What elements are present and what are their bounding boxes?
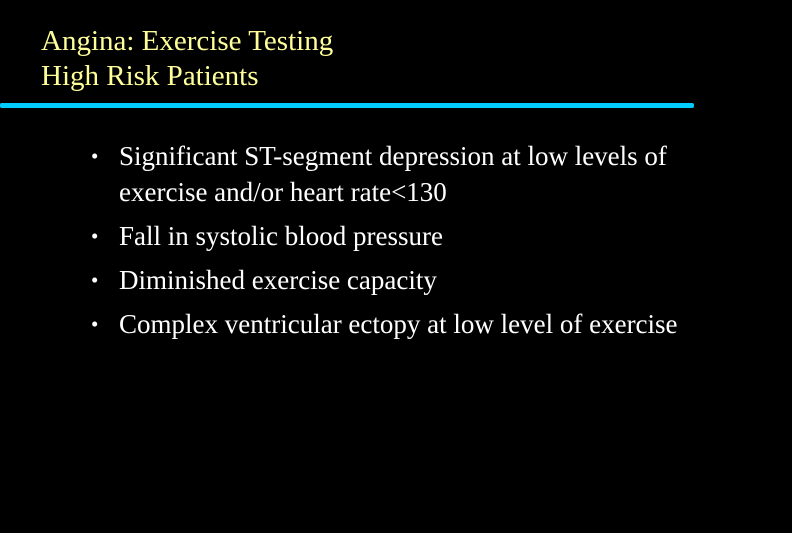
bullet-text: Fall in systolic blood pressure bbox=[119, 221, 443, 251]
bullet-item-1 bbox=[91, 138, 691, 210]
bullet-text: Significant ST-segment depression at low levels of exercise and/or heart rate<130 bbox=[119, 141, 667, 207]
bullet-item-4 bbox=[91, 306, 691, 342]
bullet-text: Complex ventricular ectopy at low level of exercise bbox=[119, 309, 678, 339]
bullet-dot-icon: • bbox=[91, 144, 99, 168]
bullet-dot-icon: • bbox=[91, 268, 99, 292]
slide-title bbox=[41, 24, 333, 94]
title-line-1: Angina: Exercise Testing bbox=[41, 25, 334, 57]
bullet-item-3 bbox=[91, 262, 691, 298]
bullet-list bbox=[91, 138, 691, 350]
bullet-item-2 bbox=[91, 218, 691, 254]
bullet-dot-icon: • bbox=[91, 312, 99, 336]
title-line-2: High Risk Patients bbox=[41, 60, 259, 92]
bullet-dot-icon: • bbox=[91, 224, 99, 248]
bullet-text: Diminished exercise capacity bbox=[119, 265, 437, 295]
title-underline-rule bbox=[0, 103, 694, 108]
